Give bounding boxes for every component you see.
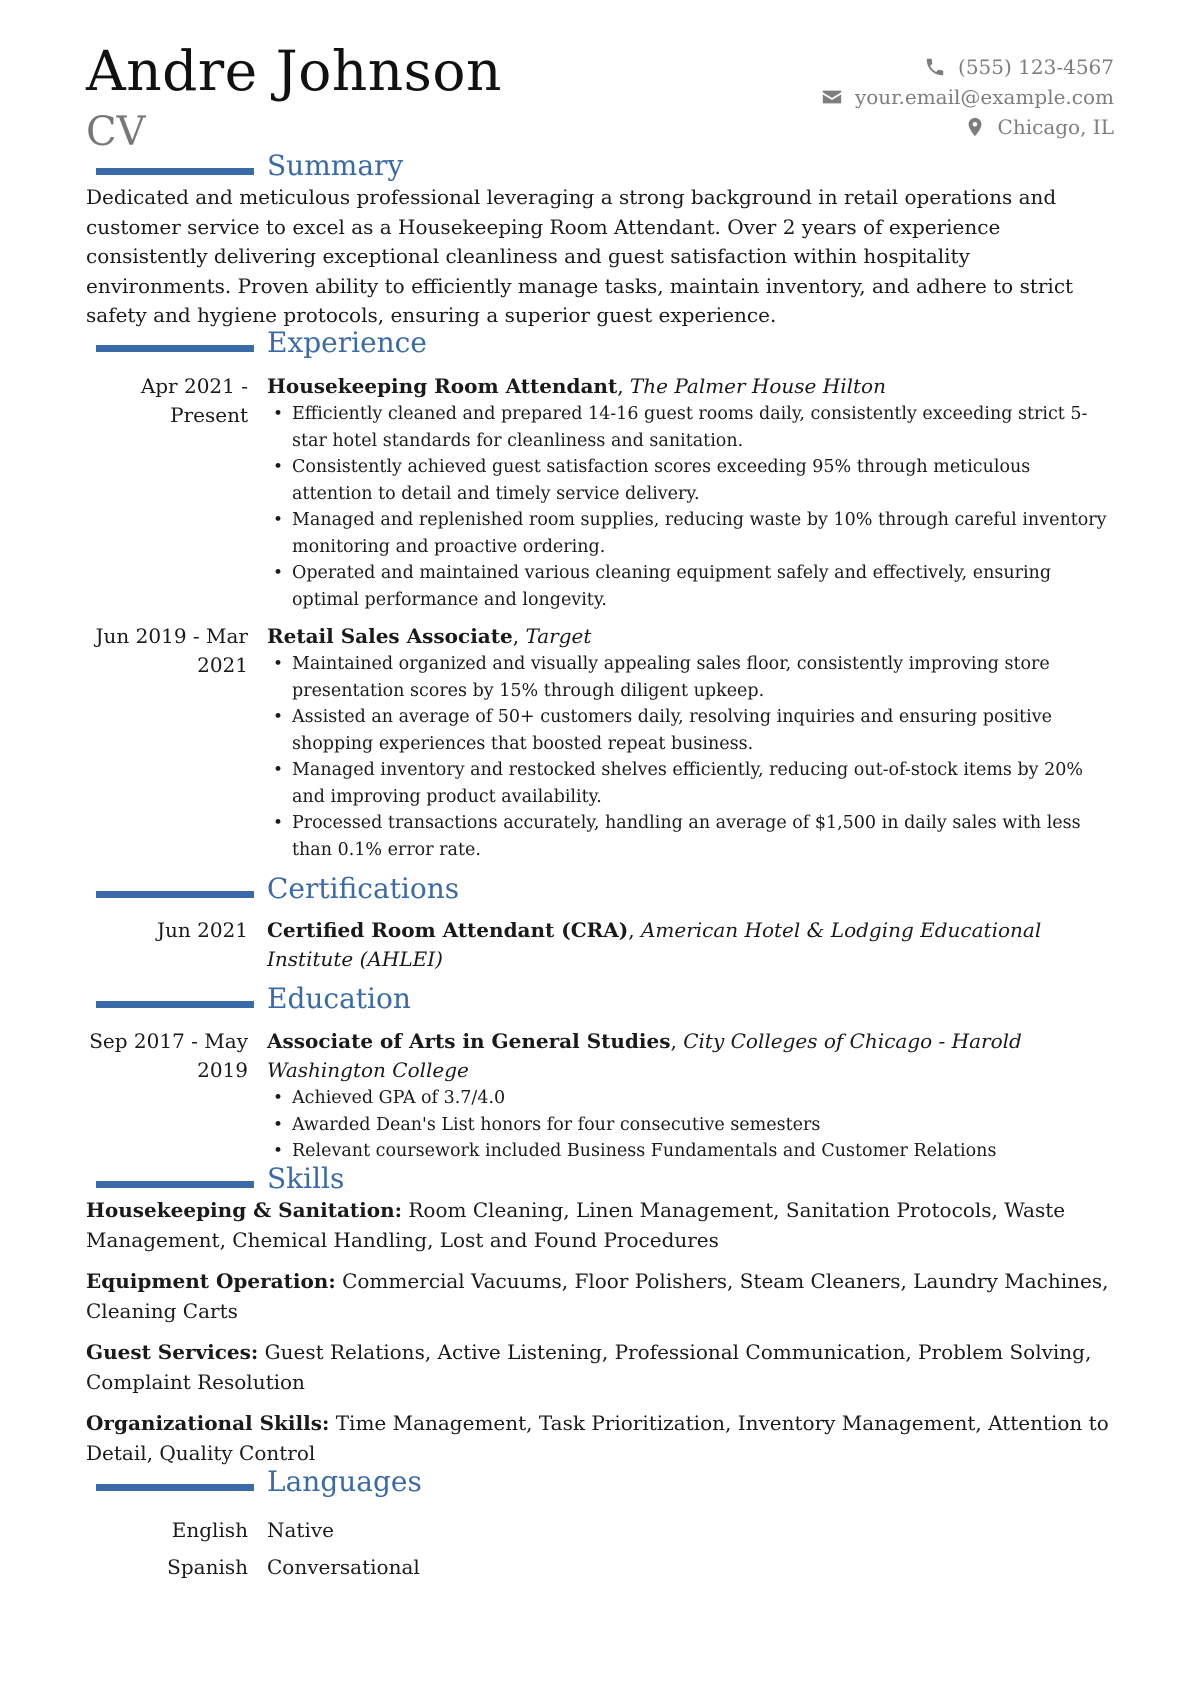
entry-date: Apr 2021 - Present: [140, 374, 248, 427]
language-name: English: [171, 1518, 248, 1542]
section-education-heading: [96, 982, 1096, 1024]
entry-title: Certified Room Attendant (CRA), American Hotel & Lodging Educational Institute (AHLEI): [267, 918, 1042, 971]
list-item: • Relevant coursework included Business Fundamentals and Customer Relations: [267, 1138, 1116, 1165]
phone-icon: [924, 56, 946, 78]
summary-paragraph: Dedicated and meticulous professional leveraging a strong background in retail operations and customer service to excel as a Housekeeping Room Attendant. Over 2 years of experience consistently delivering exceptional cleanliness and guest satisfaction within hospitality environments. Proven ability to efficiently manage tasks, maintain inventory, and adhere to strict safety and hygiene protocols, ensuring a superior guest experience.: [86, 185, 1074, 327]
entry-body: [267, 916, 1116, 974]
section-bar: [96, 345, 254, 352]
entry-role: Associate of Arts in General Studies: [267, 1029, 671, 1053]
skill-row: [86, 1409, 1116, 1468]
envelope-icon: [821, 86, 843, 108]
entry-role: Retail Sales Associate: [267, 624, 513, 648]
list-item: • Awarded Dean's List honors for four consecutive semesters: [267, 1112, 1116, 1139]
document-subtitle: CV: [86, 109, 146, 155]
skill-category: Equipment Operation:: [86, 1269, 336, 1293]
skill-values: Commercial Vacuums, Floor Polishers, Steam Cleaners, Laundry Machines, Cleaning Carts: [86, 1269, 1109, 1323]
entry-role: Housekeeping Room Attendant: [267, 374, 618, 398]
list-item: • Managed inventory and restocked shelves efficiently, reducing out-of-stock items by 20% and improving product availability.: [267, 757, 1116, 810]
list-item: • Operated and maintained various cleaning equipment safely and effectively, ensuring optimal performance and longevity.: [267, 560, 1116, 613]
entry-bullets: [267, 651, 1116, 863]
phone-text[interactable]: (555) 123-4567: [958, 55, 1114, 79]
entry-bullets: [267, 1085, 1116, 1165]
skill-row: [86, 1338, 1116, 1397]
entry-title: Housekeeping Room Attendant, The Palmer House Hilton: [267, 374, 886, 398]
skill-values: Guest Relations, Active Listening, Professional Communication, Problem Solving, Complaint Resolution: [86, 1340, 1092, 1394]
section-title: Summary: [267, 149, 404, 182]
entry-date: Jun 2021: [156, 918, 248, 942]
skill-category: Housekeeping & Sanitation:: [86, 1198, 402, 1222]
location-text: Chicago, IL: [997, 115, 1114, 139]
skill-row: [86, 1267, 1116, 1326]
section-certifications-heading: [96, 872, 1096, 914]
section-title: Certifications: [267, 872, 460, 905]
skill-row: [86, 1196, 1116, 1255]
contact-location: [821, 112, 1114, 142]
language-row: [86, 1515, 686, 1545]
section-bar: [96, 1181, 254, 1188]
list-item: • Consistently achieved guest satisfaction scores exceeding 95% through meticulous attention to detail and timely service delivery.: [267, 454, 1116, 507]
skill-category: Organizational Skills:: [86, 1411, 330, 1435]
entry-organization: American Hotel & Lodging Educational Institute (AHLEI): [267, 918, 1042, 971]
list-item: • Assisted an average of 50+ customers daily, resolving inquiries and ensuring positive shopping experiences that boosted repeat business.: [267, 704, 1116, 757]
entry-title: Retail Sales Associate, Target: [267, 624, 592, 648]
section-title: Experience: [267, 326, 427, 359]
list-item: • Maintained organized and visually appealing sales floor, consistently improving store presentation scores by 15% through diligent upkeep.: [267, 651, 1116, 704]
candidate-name: Andre Johnson: [86, 39, 502, 103]
skill-values: Room Cleaning, Linen Management, Sanitation Protocols, Waste Management, Chemical Handling, Lost and Found Procedures: [86, 1198, 1066, 1252]
entry-organization: Target: [525, 624, 592, 648]
list-item: • Managed and replenished room supplies, reducing waste by 10% through careful inventory monitoring and proactive ordering.: [267, 507, 1116, 560]
section-experience-heading: [96, 326, 1096, 368]
entry-role: Certified Room Attendant (CRA): [267, 918, 629, 942]
skill-values: Time Management, Task Prioritization, Inventory Management, Attention to Detail, Quality Control: [86, 1411, 1109, 1465]
section-languages-heading: [96, 1465, 1096, 1507]
section-title: Skills: [267, 1162, 345, 1195]
language-level: Native: [267, 1518, 334, 1542]
list-item: • Achieved GPA of 3.7/4.0: [267, 1085, 1116, 1112]
entry-body: [267, 1027, 1116, 1165]
email-link[interactable]: your.email@example.com: [854, 85, 1114, 109]
contact-email: [821, 82, 1114, 112]
entry-organization: City Colleges of Chicago - Harold Washington College: [267, 1029, 1022, 1082]
section-bar: [96, 891, 254, 898]
skills-list: [86, 1196, 1116, 1480]
language-row: [86, 1552, 686, 1582]
section-bar: [96, 1001, 254, 1008]
contact-block: [821, 52, 1114, 142]
map-pin-icon: [964, 116, 986, 138]
section-bar: [96, 1484, 254, 1491]
entry-organization: The Palmer House Hilton: [629, 374, 886, 398]
section-title: Education: [267, 982, 411, 1015]
section-title: Languages: [267, 1465, 422, 1498]
list-item: • Efficiently cleaned and prepared 14-16 guest rooms daily, consistently exceeding strict 5-star hotel standards for cleanliness and sanitation.: [267, 401, 1116, 454]
skill-category: Guest Services:: [86, 1340, 259, 1364]
list-item: • Processed transactions accurately, handling an average of $1,500 in daily sales with less than 0.1% error rate.: [267, 810, 1116, 863]
entry-title: Associate of Arts in General Studies, City Colleges of Chicago - Harold Washington College: [267, 1029, 1022, 1082]
entry-date: Sep 2017 - May 2019: [89, 1029, 248, 1082]
language-name: Spanish: [167, 1555, 248, 1579]
entry-bullets: [267, 401, 1116, 613]
entry-body: [267, 372, 1116, 613]
language-level: Conversational: [267, 1555, 420, 1579]
section-bar: [96, 168, 254, 175]
contact-phone: [821, 52, 1114, 82]
entry-body: [267, 622, 1116, 863]
entry-date: Jun 2019 - Mar 2021: [95, 624, 248, 677]
